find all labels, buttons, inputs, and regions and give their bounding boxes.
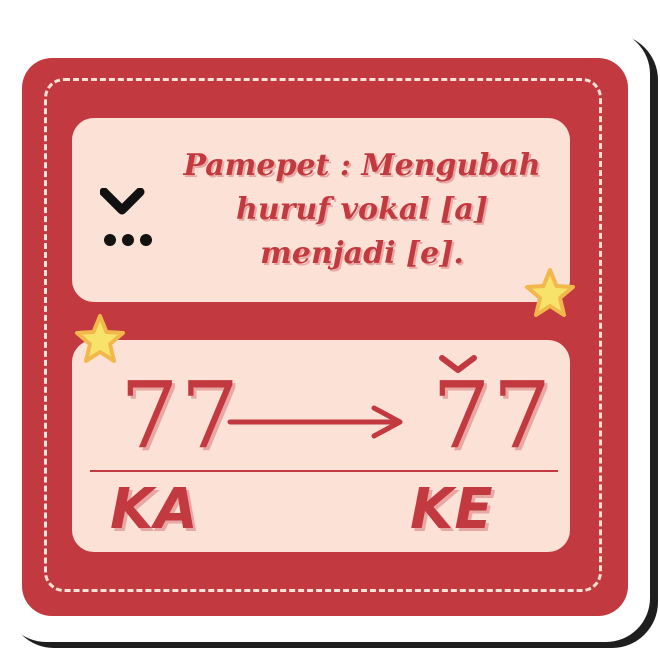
pamepet-sign-icon	[100, 188, 160, 252]
script-ke-base: 77	[432, 362, 554, 469]
latin-ka: KA	[110, 477, 199, 542]
divider-line	[90, 470, 558, 472]
latin-ke: KE	[410, 477, 494, 542]
right-arrow-icon	[226, 404, 408, 440]
script-ka: 77	[120, 362, 242, 469]
script-ke	[432, 352, 554, 469]
definition-text	[172, 144, 552, 276]
star-icon	[522, 266, 578, 322]
star-icon	[72, 312, 128, 368]
definition-line-2: huruf vokal [a]	[236, 192, 488, 227]
definition-line-3: menjadi [e].	[260, 236, 464, 271]
definition-line-1: Pamepet : Mengubah	[183, 148, 541, 183]
